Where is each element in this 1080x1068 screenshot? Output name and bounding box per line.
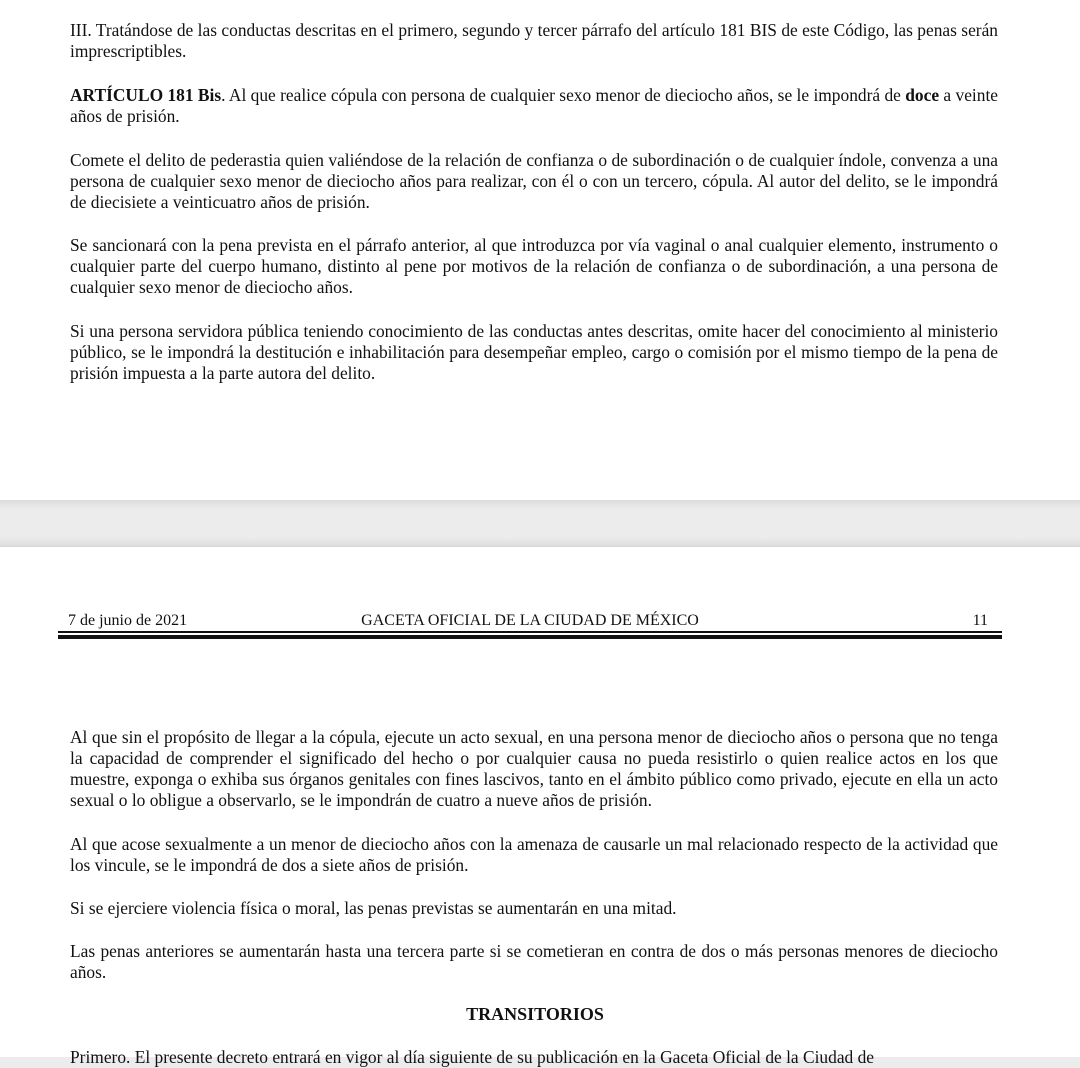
page-separator xyxy=(0,500,1080,546)
article-181-bis-text-b: a veinte años de prisión. xyxy=(70,85,999,126)
header-rule-thin xyxy=(58,631,1002,633)
paragraph-sancion: Se sancionará con la pena prevista en el párrafo anterior, al que introduzca por vía vaginal o anal cualquier elemento, instrumento o cualquier parte del cuerpo humano, distinto al pene por motivos de la relación de confianza o de subordinación, a una persona de cualquier sexo menor de dieciocho años. xyxy=(70,235,998,297)
header-rule-thick xyxy=(58,635,1002,639)
cutoff-line: Primero. El presente decreto entrará en vigor al día siguiente de su publicación en la Gaceta Oficial de la Ciudad de xyxy=(70,1047,874,1067)
article-181-bis-heading: ARTÍCULO 181 Bis xyxy=(70,85,222,105)
article-181-bis-paragraph xyxy=(70,85,998,127)
paragraph-tercera-parte: Las penas anteriores se aumentarán hasta una tercera parte si se cometieran en contra de dos o más personas menores de dieciocho años. xyxy=(70,941,998,982)
paragraph-acoso: Al que acose sexualmente a un menor de dieciocho años con la amenaza de causarle un mal relacionado respecto de la actividad que los vincule, se le impondrá de dos a siete años de prisión. xyxy=(70,834,998,875)
paragraph-iii: III. Tratándose de las conductas descritas en el primero, segundo y tercer párrafo del artículo 181 BIS de este Código, las penas serán imprescriptibles. xyxy=(70,20,998,61)
gazette-header xyxy=(58,611,1002,633)
article-181-bis-bold-word: doce xyxy=(905,85,940,105)
paragraph-servidora-publica: Si una persona servidora pública teniendo conocimiento de las conductas antes descritas, omite hacer del conocimiento al ministerio público, se le impondrá la destitución e inhabilitación para desempeñar empleo, cargo o comisión por el mismo tiempo de la pena de prisión impuesta a la parte autora del delito. xyxy=(70,321,998,383)
header-date: 7 de junio de 2021 xyxy=(68,612,188,629)
paragraph-pederastia: Comete el delito de pederastia quien valiéndose de la relación de confianza o de subordinación o de cualquier índole, convenza a una persona de cualquier sexo menor de dieciocho años para realizar, con él o con un tercero, cópula. Al autor del delito, se le impondrá de diecisiete a veinticuatro años de prisión. xyxy=(70,150,998,212)
paragraph-violencia: Si se ejerciere violencia física o moral, las penas previstas se aumentarán en una mitad. xyxy=(70,898,677,918)
document-page-lower xyxy=(0,546,1080,1067)
document-page-upper xyxy=(0,0,1080,501)
header-page-number: 11 xyxy=(972,612,988,629)
article-181-bis-text-a: . Al que realice cópula con persona de cualquier sexo menor de dieciocho años, se le impondrá de xyxy=(221,85,906,105)
paragraph-acto-sexual: Al que sin el propósito de llegar a la cópula, ejecute un acto sexual, en una persona menor de dieciocho años o persona que no tenga la capacidad de comprender el significado del hecho o por cualquier causa no pueda resistirlo o quien realice actos en los que muestre, exponga o exhiba sus órganos genitales con fines lascivos, tanto en el ámbito público como privado, ejecute en ella un acto sexual o lo obligue a observarlo, se le impondrán de cuatro a nueve años de prisión. xyxy=(70,727,998,810)
section-title-transitorios: TRANSITORIOS xyxy=(466,1004,604,1024)
header-title: GACETA OFICIAL DE LA CIUDAD DE MÉXICO xyxy=(361,612,699,629)
